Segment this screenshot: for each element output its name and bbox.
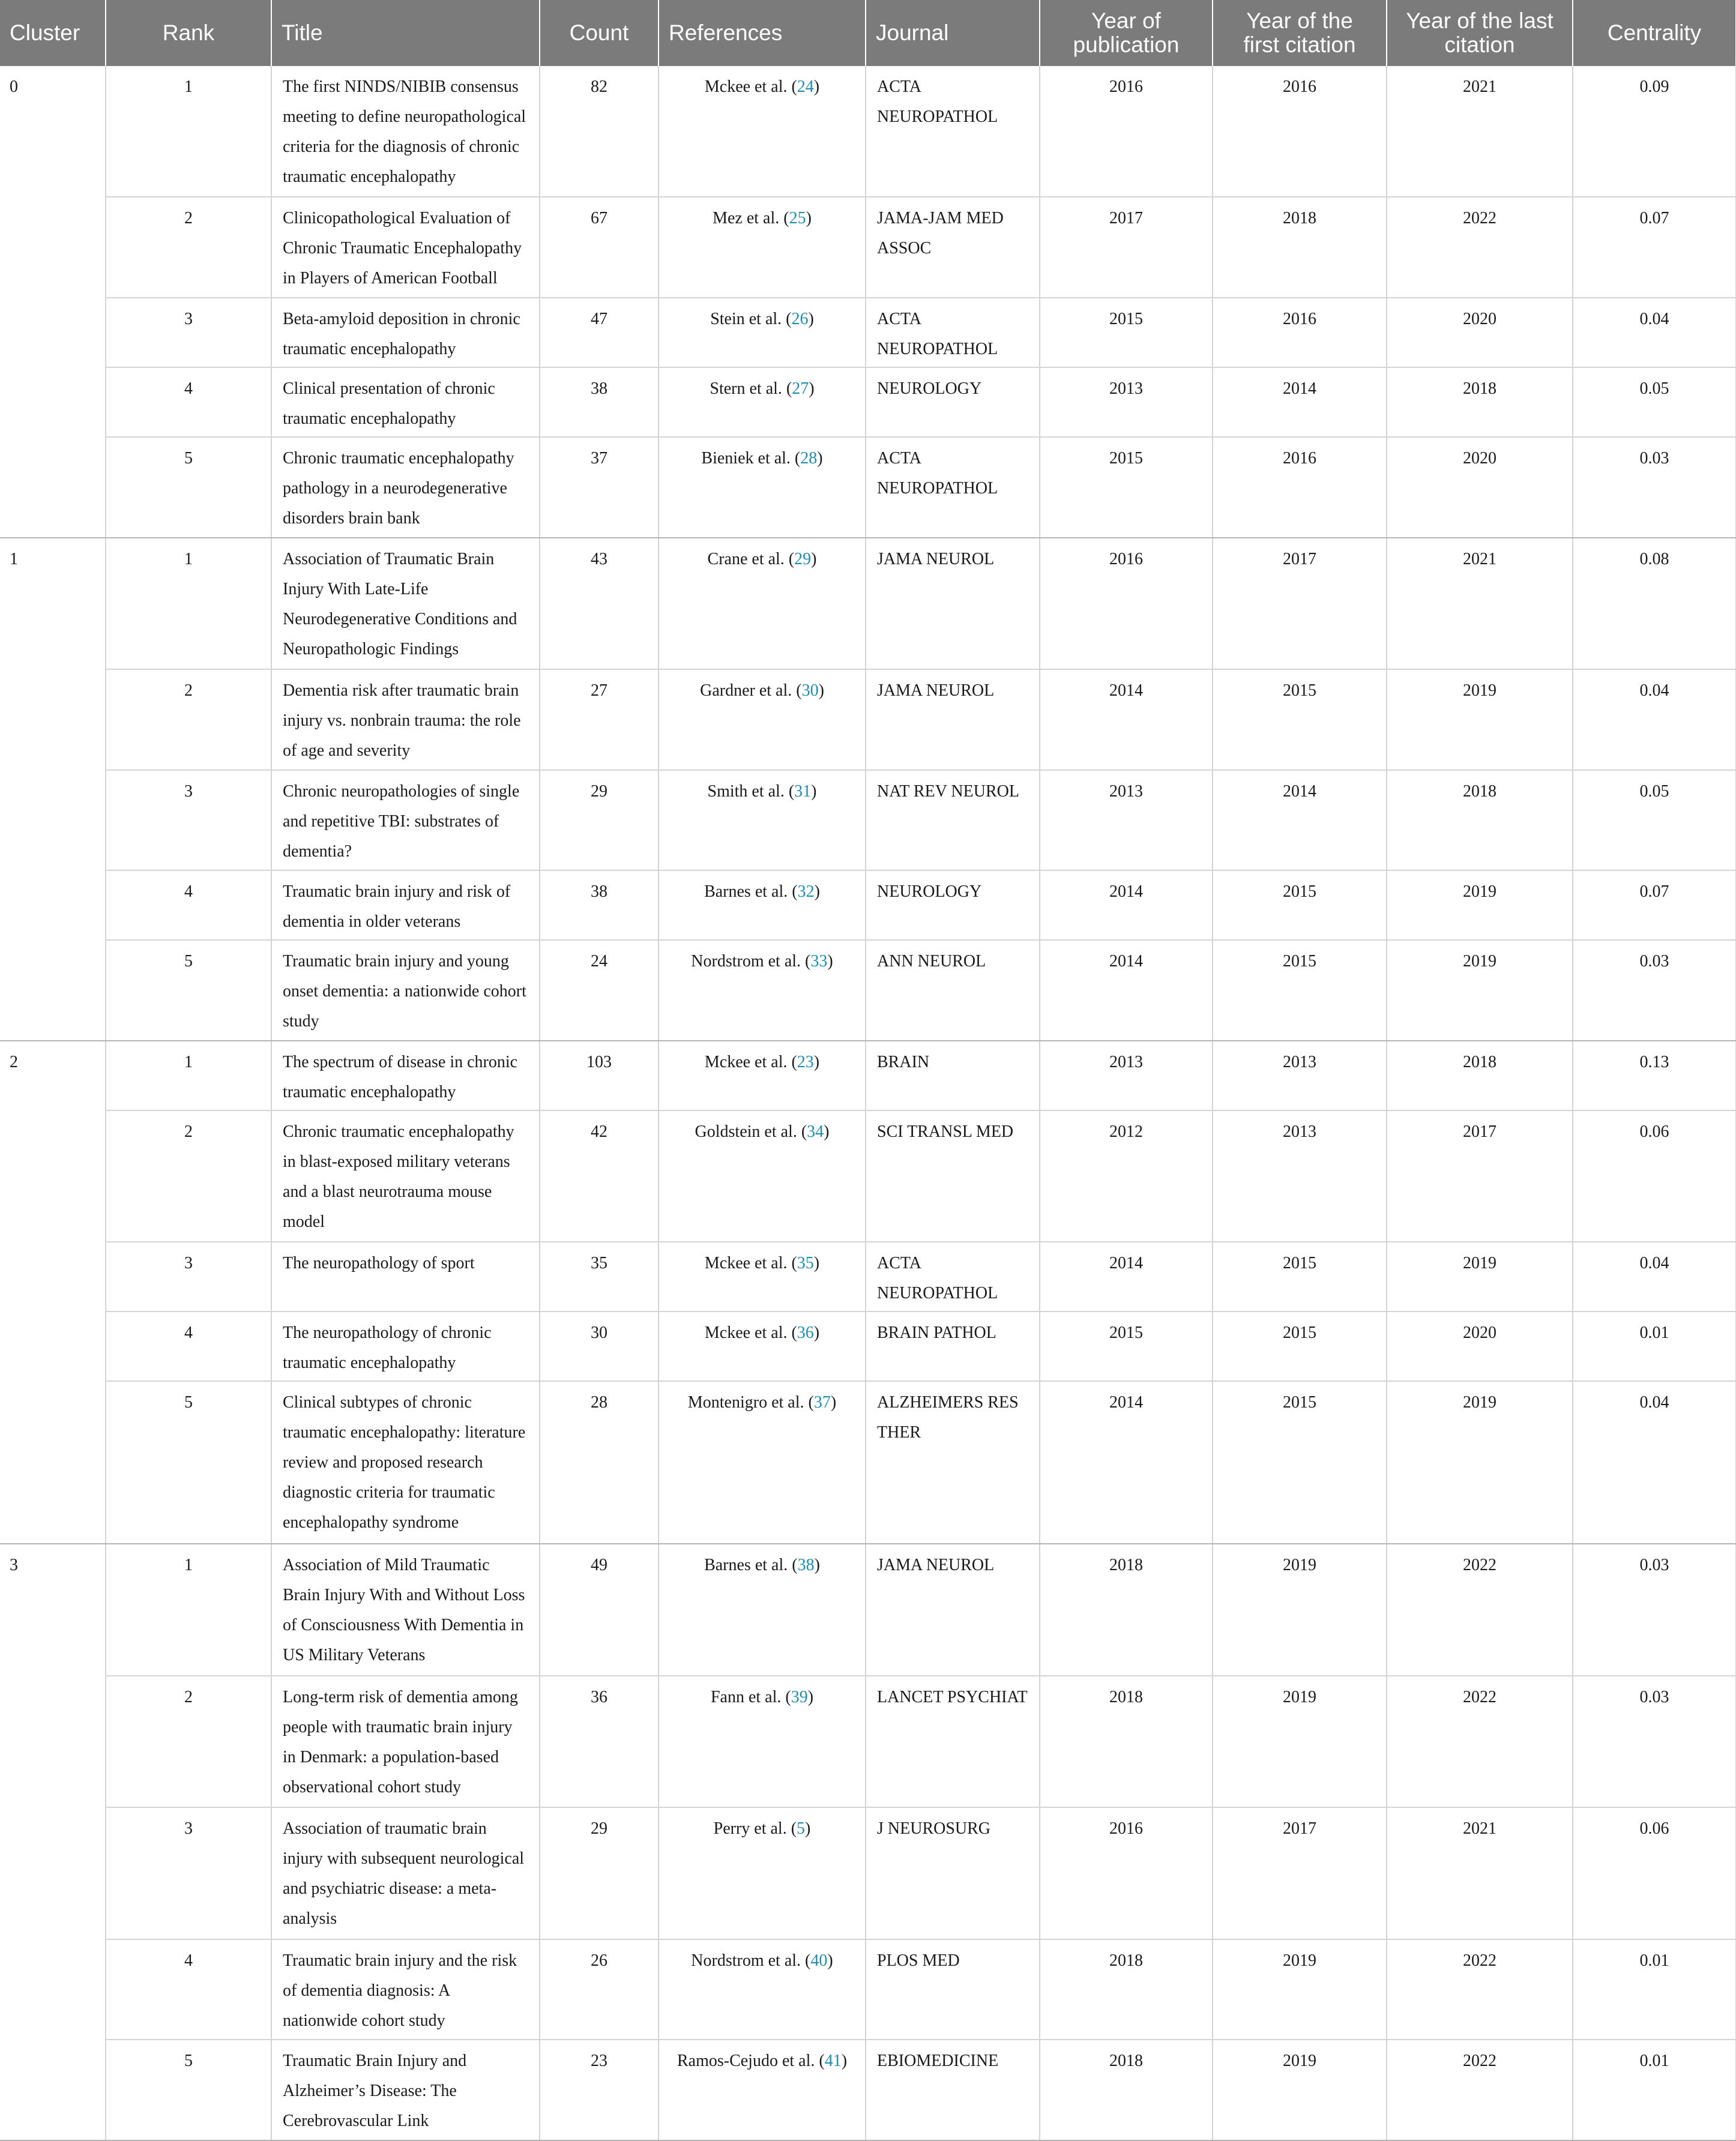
centrality-cell: 0.08	[1573, 538, 1736, 669]
year-of-publication-cell: 2015	[1040, 1311, 1213, 1381]
year-first-citation-cell: 2014	[1213, 770, 1387, 871]
year-last-citation-cell: 2019	[1387, 1381, 1573, 1544]
reference-number-link[interactable]: 25	[789, 209, 806, 228]
reference-close: )	[807, 1687, 814, 1706]
year-of-publication-cell: 2016	[1040, 538, 1213, 669]
references-cell	[659, 197, 866, 298]
year-first-citation-cell: 2016	[1213, 298, 1387, 367]
header-count: Count	[540, 0, 659, 66]
count-cell: 30	[540, 1311, 659, 1381]
references-cell	[659, 669, 866, 770]
year-last-citation-cell: 2022	[1387, 2040, 1573, 2140]
rank-cell: 5	[106, 437, 271, 538]
year-first-citation-cell: 2019	[1213, 1544, 1387, 1675]
year-of-publication-cell: 2015	[1040, 298, 1213, 367]
references-cell	[659, 437, 866, 538]
table-row	[0, 197, 1736, 298]
year-first-citation-cell: 2015	[1213, 669, 1387, 770]
centrality-cell: 0.05	[1573, 367, 1736, 437]
rank-cell: 1	[106, 66, 271, 197]
centrality-cell: 0.04	[1573, 1242, 1736, 1311]
cluster-id-cell: 1	[0, 538, 106, 1041]
centrality-cell: 0.05	[1573, 770, 1736, 871]
reference-close: )	[814, 882, 820, 902]
rank-cell: 4	[106, 870, 271, 940]
title-cell: Traumatic brain injury and young onset dementia: a nationwide cohort study	[271, 940, 540, 1041]
journal-cell: LANCET PSYCHIAT	[866, 1676, 1040, 1807]
reference-close: )	[813, 1052, 820, 1071]
reference-close: )	[814, 1556, 820, 1575]
reference-number-link[interactable]: 29	[794, 549, 812, 568]
year-of-publication-cell: 2014	[1040, 669, 1213, 770]
title-cell: Association of Traumatic Brain Injury With Late-Life Neurodegenerative Conditions and Neuropathologic Findings	[271, 538, 540, 669]
reference-author: Mez et al. (	[713, 209, 789, 228]
table-row	[0, 1110, 1736, 1242]
reference-close: )	[827, 952, 833, 971]
year-of-publication-cell: 2013	[1040, 1041, 1213, 1110]
reference-close: )	[827, 1951, 833, 1970]
reference-number-link[interactable]: 36	[797, 1323, 814, 1343]
count-cell: 67	[540, 197, 659, 298]
table-row	[0, 1544, 1736, 1675]
title-cell: Clinicopathological Evaluation of Chronic Traumatic Encephalopathy in Players of American Football	[271, 197, 540, 298]
table-row	[0, 770, 1736, 871]
count-cell: 35	[540, 1242, 659, 1311]
journal-cell: JAMA NEUROL	[866, 669, 1040, 770]
centrality-cell: 0.01	[1573, 2040, 1736, 2140]
year-last-citation-cell: 2020	[1387, 1311, 1573, 1381]
references-cell	[659, 1807, 866, 1939]
header-year-last-citation	[1387, 0, 1573, 66]
title-cell: Beta-amyloid deposition in chronic traumatic encephalopathy	[271, 298, 540, 367]
reference-close: )	[818, 681, 824, 700]
count-cell: 82	[540, 66, 659, 197]
count-cell: 29	[540, 770, 659, 871]
journal-cell: J NEUROSURG	[866, 1807, 1040, 1939]
centrality-cell: 0.09	[1573, 66, 1736, 197]
reference-author: Nordstrom et al. (	[691, 952, 811, 971]
centrality-cell: 0.01	[1573, 1311, 1736, 1381]
rank-cell: 3	[106, 770, 271, 871]
year-first-citation-cell: 2015	[1213, 940, 1387, 1041]
references-cell	[659, 66, 866, 197]
count-cell: 38	[540, 367, 659, 437]
year-of-publication-cell: 2014	[1040, 940, 1213, 1041]
header-year-pub-line1: Year of	[1091, 8, 1161, 33]
rank-cell: 5	[106, 1381, 271, 1544]
title-cell: Clinical presentation of chronic traumatic encephalopathy	[271, 367, 540, 437]
year-of-publication-cell: 2016	[1040, 1807, 1213, 1939]
centrality-cell: 0.07	[1573, 870, 1736, 940]
journal-cell: SCI TRANSL MED	[866, 1110, 1040, 1242]
reference-author: Goldstein et al. (	[695, 1122, 807, 1141]
journal-cell: NEUROLOGY	[866, 870, 1040, 940]
reference-number-link[interactable]: 38	[797, 1556, 815, 1575]
references-cell	[659, 1110, 866, 1242]
reference-close: )	[806, 209, 812, 228]
centrality-cell: 0.01	[1573, 1939, 1736, 2040]
reference-number-link[interactable]: 30	[801, 681, 819, 700]
reference-number-link[interactable]: 32	[797, 882, 815, 902]
year-first-citation-cell: 2017	[1213, 538, 1387, 669]
rank-cell: 3	[106, 1242, 271, 1311]
year-of-publication-cell: 2015	[1040, 437, 1213, 538]
reference-close: )	[813, 1254, 820, 1273]
table-row	[0, 437, 1736, 538]
title-cell: Dementia risk after traumatic brain injury vs. nonbrain trauma: the role of age and severity	[271, 669, 540, 770]
cluster-id-cell: 3	[0, 1544, 106, 2140]
year-last-citation-cell: 2021	[1387, 538, 1573, 669]
year-of-publication-cell: 2018	[1040, 1939, 1213, 2040]
year-last-citation-cell: 2019	[1387, 870, 1573, 940]
year-of-publication-cell: 2014	[1040, 1242, 1213, 1311]
table-row	[0, 367, 1736, 437]
year-first-citation-cell: 2013	[1213, 1041, 1387, 1110]
table-header	[0, 0, 1736, 66]
year-last-citation-cell: 2020	[1387, 437, 1573, 538]
count-cell: 27	[540, 669, 659, 770]
journal-cell: JAMA NEUROL	[866, 1544, 1040, 1675]
references-cell	[659, 538, 866, 669]
year-of-publication-cell: 2014	[1040, 1381, 1213, 1544]
centrality-cell: 0.06	[1573, 1110, 1736, 1242]
journal-cell: ACTA NEUROPATHOL	[866, 437, 1040, 538]
count-cell: 36	[540, 1676, 659, 1807]
year-last-citation-cell: 2022	[1387, 1676, 1573, 1807]
year-last-citation-cell: 2021	[1387, 66, 1573, 197]
reference-close: )	[824, 1122, 830, 1141]
header-title: Title	[271, 0, 540, 66]
reference-close: )	[830, 1393, 837, 1412]
year-last-citation-cell: 2020	[1387, 298, 1573, 367]
year-first-citation-cell: 2015	[1213, 1311, 1387, 1381]
centrality-cell: 0.13	[1573, 1041, 1736, 1110]
references-cell	[659, 1381, 866, 1544]
journal-cell: NEUROLOGY	[866, 367, 1040, 437]
reference-number-link[interactable]: 37	[813, 1393, 831, 1412]
year-last-citation-cell: 2022	[1387, 1544, 1573, 1675]
journal-cell: NAT REV NEUROL	[866, 770, 1040, 871]
title-cell: The spectrum of disease in chronic traumatic encephalopathy	[271, 1041, 540, 1110]
table-body	[0, 66, 1736, 2140]
rank-cell: 1	[106, 1041, 271, 1110]
count-cell: 38	[540, 870, 659, 940]
references-cell	[659, 1242, 866, 1311]
year-first-citation-cell: 2019	[1213, 2040, 1387, 2140]
references-cell	[659, 1041, 866, 1110]
rank-cell: 1	[106, 538, 271, 669]
header-year-first-line2: first citation	[1243, 32, 1356, 57]
reference-close: )	[809, 379, 815, 398]
title-cell: Clinical subtypes of chronic traumatic encephalopathy: literature review and proposed research diagnostic criteria for traumatic encephalopathy syndrome	[271, 1381, 540, 1544]
table-row	[0, 1939, 1736, 2040]
table-row	[0, 1311, 1736, 1381]
year-first-citation-cell: 2015	[1213, 1242, 1387, 1311]
centrality-cell: 0.04	[1573, 1381, 1736, 1544]
journal-cell: ACTA NEUROPATHOL	[866, 66, 1040, 197]
journal-cell: ACTA NEUROPATHOL	[866, 298, 1040, 367]
reference-number-link[interactable]: 26	[791, 310, 809, 329]
header-references: References	[659, 0, 866, 66]
references-cell	[659, 367, 866, 437]
year-last-citation-cell: 2019	[1387, 669, 1573, 770]
journal-cell: EBIOMEDICINE	[866, 2040, 1040, 2140]
table-row	[0, 66, 1736, 197]
centrality-cell: 0.03	[1573, 940, 1736, 1041]
reference-number-link[interactable]: 35	[797, 1254, 814, 1273]
rank-cell: 3	[106, 298, 271, 367]
centrality-cell: 0.04	[1573, 298, 1736, 367]
header-rank: Rank	[106, 0, 271, 66]
reference-close: )	[813, 77, 820, 96]
reference-close: )	[813, 1323, 820, 1343]
header-year-last-line2: citation	[1444, 32, 1515, 57]
reference-number-link[interactable]: 23	[797, 1052, 814, 1071]
reference-number-link[interactable]: 40	[810, 1951, 828, 1970]
year-first-citation-cell: 2015	[1213, 870, 1387, 940]
title-cell: The neuropathology of sport	[271, 1242, 540, 1311]
table-row	[0, 1242, 1736, 1311]
header-cluster: Cluster	[0, 0, 106, 66]
references-cell	[659, 1676, 866, 1807]
references-cell	[659, 1939, 866, 2040]
year-first-citation-cell: 2019	[1213, 1676, 1387, 1807]
count-cell: 24	[540, 940, 659, 1041]
rank-cell: 5	[106, 2040, 271, 2140]
header-year-of-publication	[1040, 0, 1213, 66]
year-last-citation-cell: 2019	[1387, 940, 1573, 1041]
reference-author: Fann et al. (	[710, 1687, 791, 1706]
title-cell: Chronic traumatic encephalopathy in blast-exposed military veterans and a blast neurotrauma mouse model	[271, 1110, 540, 1242]
rank-cell: 4	[106, 367, 271, 437]
header-centrality: Centrality	[1573, 0, 1736, 66]
reference-number-link[interactable]: 31	[794, 781, 812, 801]
year-last-citation-cell: 2018	[1387, 1041, 1573, 1110]
year-first-citation-cell: 2017	[1213, 1807, 1387, 1939]
title-cell: Traumatic brain injury and the risk of dementia diagnosis: A nationwide cohort study	[271, 1939, 540, 2040]
title-cell: The neuropathology of chronic traumatic encephalopathy	[271, 1311, 540, 1381]
references-cell	[659, 1544, 866, 1675]
title-cell: Long-term risk of dementia among people with traumatic brain injury in Denmark: a population-based observational cohort study	[271, 1676, 540, 1807]
year-of-publication-cell: 2018	[1040, 1544, 1213, 1675]
rank-cell: 4	[106, 1939, 271, 2040]
reference-number-link[interactable]: 5	[797, 1819, 806, 1838]
header-year-first-line1: Year of the	[1246, 8, 1353, 33]
journal-cell: JAMA-JAM MED ASSOC	[866, 197, 1040, 298]
centrality-cell: 0.03	[1573, 437, 1736, 538]
journal-cell: JAMA NEUROL	[866, 538, 1040, 669]
centrality-cell: 0.06	[1573, 1807, 1736, 1939]
references-cell	[659, 770, 866, 871]
count-cell: 103	[540, 1041, 659, 1110]
year-last-citation-cell: 2017	[1387, 1110, 1573, 1242]
title-cell: The first NINDS/NIBIB consensus meeting to define neuropathological criteria for the diagnosis of chronic traumatic encephalopathy	[271, 66, 540, 197]
journal-cell: BRAIN	[866, 1041, 1040, 1110]
reference-author: Gardner et al. (	[700, 681, 802, 700]
year-last-citation-cell: 2019	[1387, 1242, 1573, 1311]
centrality-cell: 0.03	[1573, 1544, 1736, 1675]
count-cell: 26	[540, 1939, 659, 2040]
count-cell: 28	[540, 1381, 659, 1544]
reference-close: )	[805, 1819, 811, 1838]
rank-cell: 2	[106, 197, 271, 298]
header-row	[0, 0, 1736, 66]
reference-number-link[interactable]: 34	[807, 1122, 824, 1141]
reference-author: Barnes et al. (	[704, 882, 798, 902]
count-cell: 49	[540, 1544, 659, 1675]
count-cell: 23	[540, 2040, 659, 2140]
references-cell	[659, 298, 866, 367]
count-cell: 29	[540, 1807, 659, 1939]
year-last-citation-cell: 2022	[1387, 197, 1573, 298]
reference-close: )	[817, 448, 823, 468]
year-last-citation-cell: 2021	[1387, 1807, 1573, 1939]
header-year-last-line1: Year of the last	[1406, 8, 1554, 33]
references-cell	[659, 1311, 866, 1381]
year-of-publication-cell: 2018	[1040, 2040, 1213, 2140]
references-cell	[659, 2040, 866, 2140]
title-cell: Chronic traumatic encephalopathy pathology in a neurodegenerative disorders brain bank	[271, 437, 540, 538]
year-of-publication-cell: 2016	[1040, 66, 1213, 197]
year-first-citation-cell: 2015	[1213, 1381, 1387, 1544]
reference-close: )	[808, 310, 814, 329]
references-cell	[659, 940, 866, 1041]
year-of-publication-cell: 2013	[1040, 367, 1213, 437]
cluster-id-cell: 0	[0, 66, 106, 538]
journal-cell: BRAIN PATHOL	[866, 1311, 1040, 1381]
table-row	[0, 940, 1736, 1041]
year-first-citation-cell: 2013	[1213, 1110, 1387, 1242]
year-of-publication-cell: 2012	[1040, 1110, 1213, 1242]
year-of-publication-cell: 2018	[1040, 1676, 1213, 1807]
year-last-citation-cell: 2018	[1387, 367, 1573, 437]
title-cell: Association of Mild Traumatic Brain Injury With and Without Loss of Consciousness With Dementia in US Military Veterans	[271, 1544, 540, 1675]
reference-author: Barnes et al. (	[704, 1556, 798, 1575]
references-cell	[659, 870, 866, 940]
cluster-id-cell: 2	[0, 1041, 106, 1544]
header-journal: Journal	[866, 0, 1040, 66]
rank-cell: 3	[106, 1807, 271, 1939]
count-cell: 43	[540, 538, 659, 669]
reference-author: Stern et al. (	[710, 379, 792, 398]
year-last-citation-cell: 2018	[1387, 770, 1573, 871]
centrality-cell: 0.07	[1573, 197, 1736, 298]
year-first-citation-cell: 2016	[1213, 437, 1387, 538]
journal-cell: ACTA NEUROPATHOL	[866, 1242, 1040, 1311]
rank-cell: 5	[106, 940, 271, 1041]
title-cell: Association of traumatic brain injury with subsequent neurological and psychiatric disease: a meta-analysis	[271, 1807, 540, 1939]
year-of-publication-cell: 2014	[1040, 870, 1213, 940]
title-cell: Traumatic Brain Injury and Alzheimer’s Disease: The Cerebrovascular Link	[271, 2040, 540, 2140]
table-row	[0, 870, 1736, 940]
count-cell: 47	[540, 298, 659, 367]
reference-number-link[interactable]: 24	[797, 77, 814, 96]
reference-author: Bieniek et al. (	[701, 448, 801, 468]
title-cell: Chronic neuropathologies of single and repetitive TBI: substrates of dementia?	[271, 770, 540, 871]
year-first-citation-cell: 2016	[1213, 66, 1387, 197]
year-of-publication-cell: 2013	[1040, 770, 1213, 871]
journal-cell: ANN NEUROL	[866, 940, 1040, 1041]
reference-author: Mckee et al. (	[704, 1323, 797, 1343]
centrality-cell: 0.04	[1573, 669, 1736, 770]
reference-author: Mckee et al. (	[704, 1254, 797, 1273]
rank-cell: 2	[106, 1676, 271, 1807]
reference-close: )	[811, 781, 817, 801]
year-of-publication-cell: 2017	[1040, 197, 1213, 298]
reference-number-link[interactable]: 41	[824, 2052, 842, 2071]
reference-number-link[interactable]: 28	[800, 448, 818, 468]
rank-cell: 4	[106, 1311, 271, 1381]
reference-author: Stein et al. (	[710, 310, 792, 329]
title-cell: Traumatic brain injury and risk of dementia in older veterans	[271, 870, 540, 940]
rank-cell: 2	[106, 1110, 271, 1242]
reference-author: Mckee et al. (	[704, 1052, 797, 1071]
journal-cell: ALZHEIMERS RES THER	[866, 1381, 1040, 1544]
year-first-citation-cell: 2018	[1213, 197, 1387, 298]
table-row	[0, 2040, 1736, 2140]
count-cell: 37	[540, 437, 659, 538]
reference-author: Crane et al. (	[707, 549, 795, 568]
reference-author: Montenigro et al. (	[687, 1393, 814, 1412]
reference-author: Ramos-Cejudo et al. (	[677, 2052, 825, 2071]
table-row	[0, 1676, 1736, 1807]
reference-close: )	[841, 2052, 848, 2071]
table-row	[0, 298, 1736, 367]
reference-author: Mckee et al. (	[704, 77, 797, 96]
centrality-cell: 0.03	[1573, 1676, 1736, 1807]
table-row	[0, 1807, 1736, 1939]
reference-number-link[interactable]: 27	[792, 379, 809, 398]
table-row	[0, 1381, 1736, 1544]
header-year-pub-line2: publication	[1073, 32, 1180, 57]
count-cell: 42	[540, 1110, 659, 1242]
year-last-citation-cell: 2022	[1387, 1939, 1573, 2040]
reference-close: )	[811, 549, 817, 568]
reference-author: Perry et al. (	[713, 1819, 797, 1838]
table-row	[0, 538, 1736, 669]
reference-author: Smith et al. (	[707, 781, 795, 801]
rank-cell: 1	[106, 1544, 271, 1675]
table-row	[0, 1041, 1736, 1110]
reference-author: Nordstrom et al. (	[691, 1951, 811, 1970]
header-year-first-citation	[1213, 0, 1387, 66]
reference-number-link[interactable]: 39	[791, 1687, 808, 1706]
reference-number-link[interactable]: 33	[810, 952, 828, 971]
table-row	[0, 669, 1736, 770]
rank-cell: 2	[106, 669, 271, 770]
year-first-citation-cell: 2014	[1213, 367, 1387, 437]
year-first-citation-cell: 2019	[1213, 1939, 1387, 2040]
journal-cell: PLOS MED	[866, 1939, 1040, 2040]
